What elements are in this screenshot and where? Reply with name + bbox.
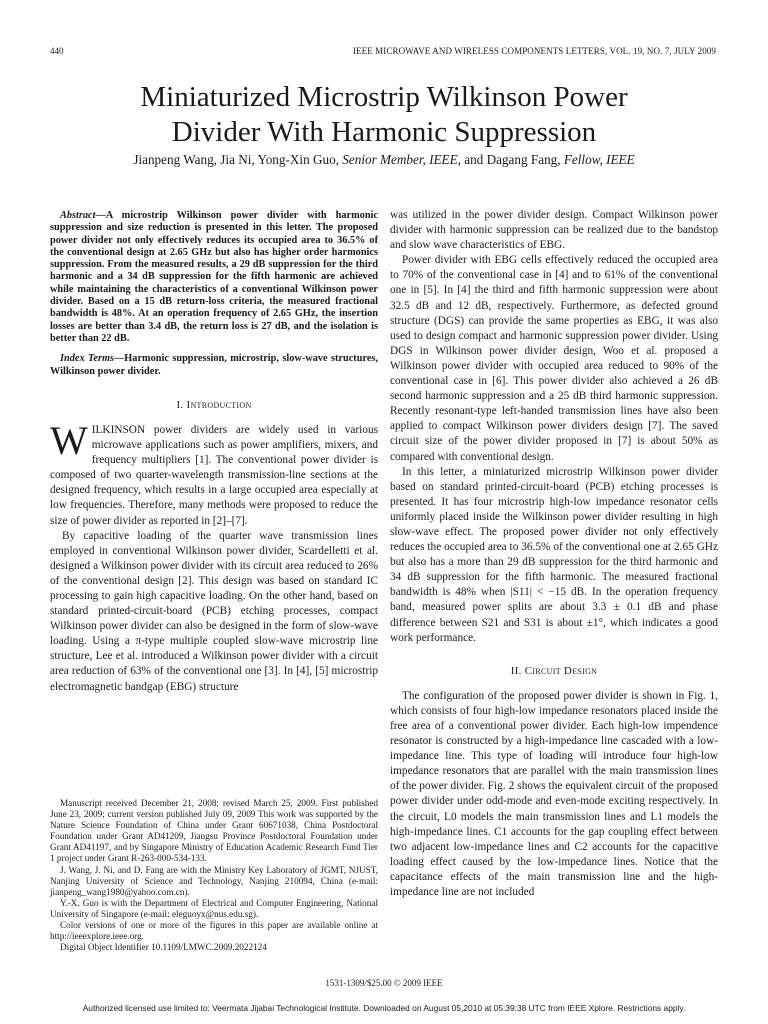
author-names-a: Jianpeng Wang, Jia Ni, Yong-Xin Guo, xyxy=(133,152,343,167)
authorized-use-notice: Authorized licensed use limited to: Veermata Jijabai Technological Institute. Downloaded on August 05,2010 at 05:39:38 UTC from IEEE Xplore. Restrictions apply. xyxy=(82,1003,686,1013)
right-paragraph-1: was utilized in the power divider design. Compact Wilkinson power divider with harmonic suppression can be realized due to the bandstop and slow wave characteristics of EBG. xyxy=(390,209,718,252)
drop-cap: W xyxy=(50,417,88,463)
abstract xyxy=(50,210,378,345)
title-line-2: Divider With Harmonic Suppression xyxy=(171,116,597,148)
abstract-text: —A microstrip Wilkinson power divider with harmonic suppression and size reduction is presented in this letter. The proposed power divider not only effectively reduces its occupied area to 36.5% of the conventional design at 2.65 GHz but also has higher order harmonics suppression. From the measured results, a 29 dB suppression for the third harmonic and a 34 dB suppression for the fifth harmonic are achieved while maintaining the characteristics of a conventional Wilkinson power divider. Based on a 15 dB return-loss criteria, the measured fractional bandwidth is 48%. At an operation frequency of 2.65 GHz, the insertion losses are better than 3.4 dB, the return loss is 27 dB, and the isolation is better than 22 dB. xyxy=(50,210,378,344)
author-line xyxy=(60,152,708,168)
footnote-affiliation-2: Y.-X. Guo is with the Department of Electrical and Computer Engineering, National University of Singapore (e-mail: eleguoyx@nus.edu.sg). xyxy=(50,897,378,919)
right-paragraph-4: The configuration of the proposed power divider is shown in Fig. 1, which consists of four high-low impedance resonators placed inside the free area of a conventional power divider. Each high-low impendence resonator is constructed by a high-impedance line cascaded with a low-impedance line. This type of loading will introduce four high-low impedance resonators that are parallel with the main transmission lines of the power divider. Fig. 2 shows the equivalent circuit of the proposed power divider under odd-mode and even-mode exciting respectively. In the circuit, L0 models the main transmission lines and L1 models the high-impedance lines. C1 accounts for the gap coupling effect between two adjacent low-impedance lines and C2 accounts for the capacitive loading effect caused by the low-impedance lines. Notice that the capacitance effects of the main transmission line and the high-impedance line are not included xyxy=(390,689,718,899)
paper-title xyxy=(60,80,708,150)
footnote-color: Color versions of one or more of the figures in this paper are available online at http://ieeexplore.ieee.org. xyxy=(50,920,378,942)
index-terms-label: Index Terms xyxy=(60,353,114,365)
footnote-affiliation-1: J. Wang, J. Ni, and D. Fang are with the Ministry Key Laboratory of JGMT, NJUST, Nanjing University of Science and Technology, Nanjing 210094, China (e-mail: jianpeng_wang1980@yahoo.com.cn). xyxy=(50,864,378,897)
left-column xyxy=(50,208,378,695)
section-title-2: Circuit Design xyxy=(524,664,598,677)
section-title: Introduction xyxy=(186,398,252,411)
first-page-footnote xyxy=(50,798,378,953)
right-paragraph-3: In this letter, a miniaturized microstrip Wilkinson power divider based on standard printed-circuit-board (PCB) etching processes is presented. It has four microstrip high-low impedance resonator cells uniformly placed inside the Wilkinson power divider resulting in high slow-wave effect. The proposed power divider not only effectively reduces the occupied area to 36.5% of the conventional one at 2.65 GHz but also has a more than 29 dB suppression for the third harmonic and 34 dB suppression for the fifth harmonic. The measured fractional bandwidth is 48% when |S11| < −15 dB. In the operation frequency band, measured power splits are about 3.3 ± 0.1 dB and phase difference between S21 and S31 is about ±1°, which indicates a good work performance. xyxy=(390,465,718,644)
section-numeral: I. xyxy=(176,398,187,411)
right-paragraph-2: Power divider with EBG cells effectively reduced the occupied area to 70% of the conventional case in [4] and to 61% of the conventional one in [5]. In [4] the third and fifth harmonic suppression were about 32.5 dB and 12 dB, respectively. Furthermore, as defected ground structure (DGS) can provide the same properties as EBG, it was also used to design compact and harmonic suppression power divider. Using DGS in Wilkinson power divider design, Woo et al. proposed a Wilkinson power divider with occupied area reduced to 90% of the conventional case in [6]. This power divider also achieved a 26 dB second harmonic suppression and a 25 dB third harmonic suppression. Recently resonant-type left-handed transmission lines have also been applied to compact Wilkinson power dividers design [7]. The saved circuit size of the power divider proposed in [7] is about 50% as compared with conventional design. xyxy=(390,254,718,463)
running-head: IEEE MICROWAVE AND WIRELESS COMPONENTS LETTERS, VOL. 19, NO. 7, JULY 2009 xyxy=(352,46,716,56)
abstract-label: Abstract xyxy=(60,210,96,221)
right-column xyxy=(390,208,718,900)
intro-text-1: power dividers are widely used in various microwave applications such as power amplifiers, mixers, and frequency multipliers [1]. The conventional power divider is composed of two quarter-wavelength transmission-line sections at the designed frequency, which results in a large occupied area especially at low frequencies. Therefore, many methods were proposed to reduce the size of power divider as reported in [2]–[7]. xyxy=(50,423,378,527)
author-names-b: and Dagang Fang, xyxy=(460,152,564,167)
issn-copyright: 1531-1309/$25.00 © 2009 IEEE xyxy=(325,978,443,988)
page-number: 440 xyxy=(50,46,64,56)
index-terms-text: —Harmonic suppression, microstrip, slow-wave structures, Wilkinson power divider. xyxy=(50,353,378,377)
author-role-a: Senior Member, IEEE, xyxy=(342,152,461,167)
footnote-doi: Digital Object Identifier 10.1109/LMWC.2009.2022124 xyxy=(60,942,267,953)
section-numeral-2: II. xyxy=(510,664,525,677)
intro-paragraph-2: By capacitive loading of the quarter wave transmission lines employed in conventional Wilkinson power divider, Scardelletti et al. designed a Wilkinson power divider with its circuit area reduced to 26% of the conventional design [2]. This design was based on standard IC processing to gain high capacitive loading. On the other hand, based on standard printed-circuit-board (PCB) etching processes, compact Wilkinson power divider can also be designed in the form of slow-wave loading. Using a π-type multiple coupled slow-wave microstrip line structure, Lee et al. introduced a Wilkinson power divider with a circuit area reduction of 63% of the conventional one [3]. In [4], [5] microstrip electromagnetic bandgap (EBG) structure xyxy=(50,529,378,693)
footnote-manuscript: Manuscript received December 21, 2008; revised March 25, 2009. First published June 23, 2009; current version published July 09, 2009 This work was supported by the Nature Science Foundation of China under Grant 60671038, China Postdoctoral Foundation under Grant AD41209, Jiangsu Province Postdoctoral Foundation under Grant AD41197, and by Singapore Ministry of Education Academic Research Fund Tier 1 project under Grant R-263-000-534-133. xyxy=(50,798,378,864)
section-heading-circuit-design xyxy=(390,664,718,679)
index-terms xyxy=(50,353,378,378)
section-heading-introduction xyxy=(50,398,378,413)
intro-paragraph-1 xyxy=(50,417,378,529)
author-role-b: Fellow, IEEE xyxy=(563,152,635,167)
title-line-1: Miniaturized Microstrip Wilkinson Power xyxy=(140,81,628,113)
drop-cap-rest: ILKINSON xyxy=(91,423,146,436)
